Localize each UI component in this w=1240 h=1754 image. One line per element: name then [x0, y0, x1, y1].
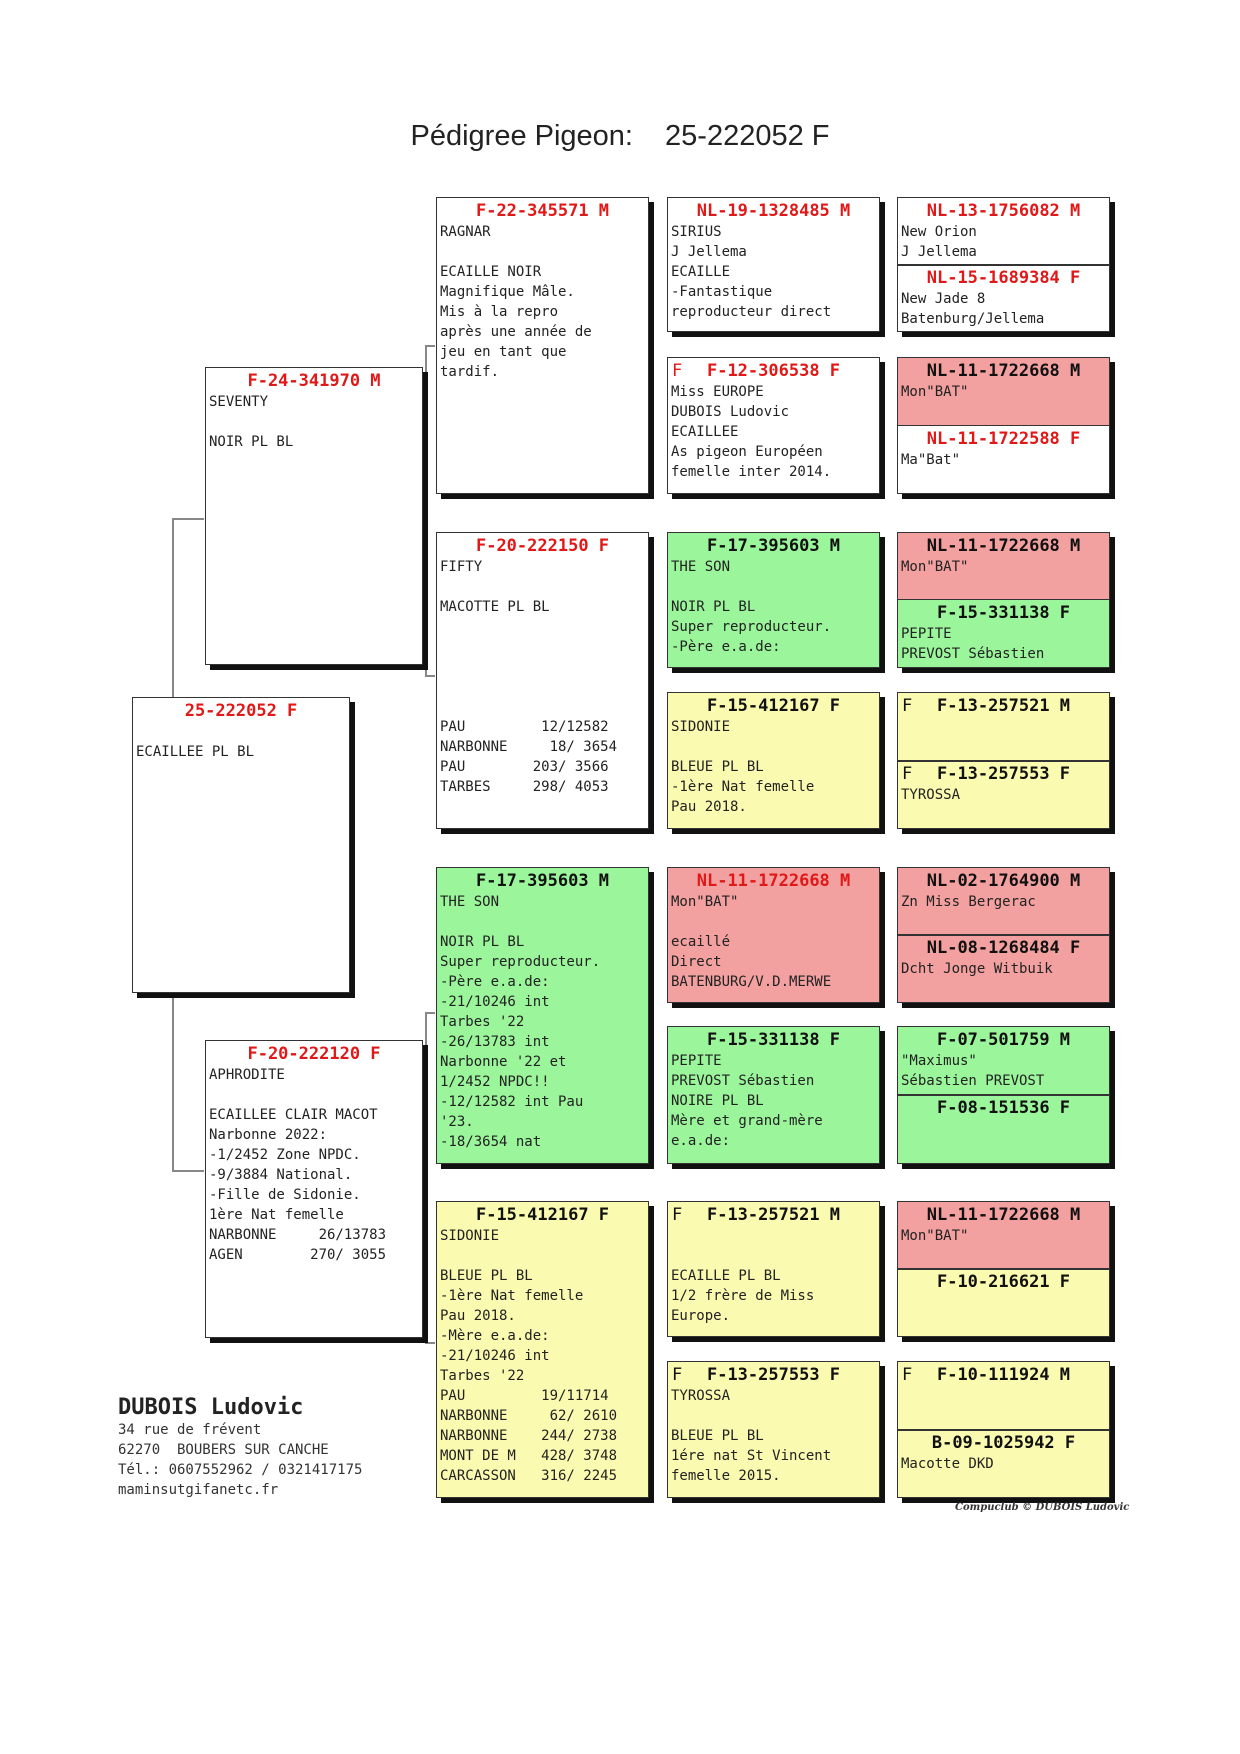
connector-line: [425, 345, 435, 347]
pigeon-card-mfff[interactable]: [898, 868, 1109, 936]
ring-number: F-20-222120 F: [247, 1044, 381, 1064]
ring-number: B-09-1025942 F: [931, 1433, 1076, 1453]
ring-number: NL-11-1722668 M: [926, 1205, 1081, 1225]
pigeon-pair-card: [897, 1361, 1110, 1498]
pigeon-details: Mon"BAT": [901, 1228, 969, 1244]
pigeon-card-ffff[interactable]: [898, 198, 1109, 266]
pigeon-details: Macotte DKD: [901, 1456, 994, 1472]
pigeon-card-father[interactable]: [205, 367, 423, 665]
pigeon-card-fmmf[interactable]: [898, 693, 1109, 762]
connector-line: [172, 518, 204, 520]
connector-line: [172, 1170, 204, 1172]
ring-number: F-15-412167 F: [475, 1205, 610, 1225]
pigeon-details: Dcht Jonge Witbuik: [901, 961, 1053, 977]
pigeon-pair-card: [897, 357, 1110, 494]
ring-number: F-13-257553 F: [706, 1365, 841, 1385]
ring-number: F-13-257553 F: [936, 764, 1071, 784]
pigeon-card-mmm[interactable]: [667, 1361, 880, 1498]
connector-line: [425, 675, 435, 677]
pigeon-details: SEVENTY NOIR PL BL: [209, 394, 294, 450]
pigeon-card-mfmm[interactable]: [898, 1095, 1109, 1163]
country-flag: F: [672, 1365, 683, 1385]
pigeon-details: THE SON NOIR PL BL Super reproducteur. -Père e.a.de:: [671, 559, 832, 655]
pigeon-details: PEPITE PREVOST Sébastien NOIRE PL BL Mère et grand-mère e.a.de:: [671, 1053, 823, 1149]
pigeon-card-mmfm[interactable]: [898, 1269, 1109, 1336]
ring-number: F-15-412167 F: [706, 696, 841, 716]
pigeon-card-fmm[interactable]: [667, 692, 880, 829]
title-label: Pédigree Pigeon:: [410, 120, 633, 152]
ring-number: F-07-501759 M: [936, 1030, 1071, 1050]
connector-line: [425, 1342, 435, 1344]
pigeon-details: Mon"BAT" ecaillé Direct BATENBURG/V.D.MERWE: [671, 894, 832, 990]
pigeon-details: "Maximus" Sébastien PREVOST: [901, 1053, 1045, 1089]
pigeon-pair-card: [897, 197, 1110, 332]
ring-number: NL-11-1722668 M: [926, 361, 1081, 381]
ring-number: F-10-111924 M: [936, 1365, 1071, 1385]
pigeon-details: PEPITE PREVOST Sébastien: [901, 626, 1045, 662]
pigeon-pair-card: [897, 1026, 1110, 1164]
pigeon-details: New Orion J Jellema: [901, 224, 977, 260]
ring-number: NL-08-1268484 F: [926, 938, 1081, 958]
pigeon-details: FIFTY MACOTTE PL BL PAU 12/12582 NARBONNE 18/ 3654 PAU 203/ 3566 TARBES 298/ 4053: [440, 559, 618, 795]
connector-line: [172, 990, 174, 1170]
pigeon-pair-card: [897, 867, 1110, 1003]
country-flag: F: [902, 696, 913, 716]
pigeon-card-mf[interactable]: [436, 867, 649, 1164]
pigeon-details: Zn Miss Bergerac: [901, 894, 1036, 910]
pigeon-card-fmff[interactable]: [898, 533, 1109, 601]
page-title: [0, 120, 1240, 153]
ring-number: NL-19-1328485 M: [696, 201, 851, 221]
pigeon-card-fffm[interactable]: [898, 265, 1109, 331]
pigeon-card-ffmf[interactable]: [898, 358, 1109, 427]
pigeon-pair-card: [897, 692, 1110, 829]
pigeon-card-fff[interactable]: [667, 197, 880, 332]
pigeon-details: ECAILLEE PL BL: [136, 744, 255, 760]
ring-number: F-24-341970 M: [247, 371, 381, 391]
pigeon-details: TYROSSA: [901, 787, 961, 803]
country-flag: F: [902, 1365, 913, 1385]
pigeon-card-fmfm[interactable]: [898, 600, 1109, 667]
pigeon-card-ffmm[interactable]: [898, 426, 1109, 493]
title-ring: 25-222052 F: [665, 120, 830, 152]
pigeon-card-ffm[interactable]: [667, 357, 880, 494]
pigeon-details: RAGNAR ECAILLE NOIR Magnifique Mâle. Mis à la repro après une année de jeu en tant que tardif.: [440, 224, 592, 380]
pigeon-card-fmf[interactable]: [667, 532, 880, 668]
pigeon-card-mfmf[interactable]: [898, 1027, 1109, 1096]
pigeon-card-ff[interactable]: [436, 197, 649, 494]
pigeon-card-mffm[interactable]: [898, 935, 1109, 1002]
country-flag: F: [672, 361, 683, 381]
ring-number: F-17-395603 M: [706, 536, 841, 556]
pigeon-details: SIDONIE BLEUE PL BL -1ère Nat femelle Pau 2018. -Mère e.a.de: -21/10246 int Tarbes '22 PAU 19/11714 NARBONNE 62/ 2610 NARBONNE 244/ 2738 MONT DE M 428/ 3748 CARCASSON 316/ 2245: [440, 1228, 618, 1484]
ring-number: F-08-151536 F: [936, 1098, 1071, 1118]
pigeon-card-mmmf[interactable]: [898, 1362, 1109, 1431]
ring-number: F-20-222150 F: [475, 536, 610, 556]
pigeon-card-subject[interactable]: [132, 697, 350, 993]
pigeon-card-mfm[interactable]: [667, 1026, 880, 1164]
owner-name: DUBOIS Ludovic: [118, 1395, 304, 1420]
ring-number: F-13-257521 M: [936, 696, 1071, 716]
pigeon-details: THE SON NOIR PL BL Super reproducteur. -Père e.a.de: -21/10246 int Tarbes '22 -26/13783 int Narbonne '22 et 1/2452 NPDC!! -12/12582 int Pau '23. -18/3654 nat: [440, 894, 601, 1150]
ring-number: F-15-331138 F: [706, 1030, 841, 1050]
pigeon-card-mff[interactable]: [667, 867, 880, 1003]
owner-address: 34 rue de frévent: [118, 1422, 262, 1438]
connector-line: [172, 518, 174, 698]
ring-number: NL-02-1764900 M: [926, 871, 1081, 891]
pigeon-details: Mon"BAT": [901, 559, 969, 575]
ring-number: F-22-345571 M: [475, 201, 610, 221]
ring-number: NL-13-1756082 M: [926, 201, 1081, 221]
pigeon-details: Ma"Bat": [901, 452, 961, 468]
ring-number: F-12-306538 F: [706, 361, 841, 381]
connector-line: [425, 1012, 427, 1342]
country-flag: F: [672, 1205, 683, 1225]
pigeon-details: TYROSSA BLEUE PL BL 1ére nat St Vincent femelle 2015.: [671, 1388, 832, 1484]
software-credit: Compuclub © DUBOIS Ludovic: [955, 1502, 1130, 1513]
country-flag: F: [902, 764, 913, 784]
pigeon-card-mmf[interactable]: [667, 1201, 880, 1337]
pigeon-card-mm[interactable]: [436, 1201, 649, 1498]
owner-block: [118, 1395, 362, 1500]
pigeon-card-fm[interactable]: [436, 532, 649, 829]
pigeon-card-mother[interactable]: [205, 1040, 423, 1338]
pigeon-details: New Jade 8 Batenburg/Jellema: [901, 291, 1045, 327]
pigeon-details: APHRODITE ECAILLEE CLAIR MACOT Narbonne 2022: -1/2452 Zone NPDC. -9/3884 National. -Fille de Sidonie. 1ère Nat femelle NARBONNE 26/13783 AGEN 270/ 3055: [209, 1067, 387, 1263]
owner-phone: Tél.: 0607552962 / 0321417175: [118, 1462, 363, 1478]
pigeon-details: Mon"BAT": [901, 384, 969, 400]
owner-city: 62270 BOUBERS SUR CANCHE: [118, 1442, 329, 1458]
pigeon-card-fmmm[interactable]: [898, 761, 1109, 828]
ring-number: F-15-331138 F: [936, 603, 1071, 623]
pigeon-pair-card: [897, 1201, 1110, 1337]
ring-number: NL-15-1689384 F: [926, 268, 1081, 288]
owner-email: maminsutgifanetc.fr: [118, 1482, 279, 1498]
ring-number: 25-222052 F: [184, 701, 298, 721]
pigeon-details: ECAILLE PL BL 1/2 frère de Miss Europe.: [671, 1268, 815, 1324]
pigeon-card-mmmm[interactable]: [898, 1430, 1109, 1497]
ring-number: NL-11-1722588 F: [926, 429, 1081, 449]
pigeon-details: Miss EUROPE DUBOIS Ludovic ECAILLEE As pigeon Européen femelle inter 2014.: [671, 384, 832, 480]
connector-line: [425, 345, 427, 675]
ring-number: F-13-257521 M: [706, 1205, 841, 1225]
pigeon-pair-card: [897, 532, 1110, 668]
pigeon-card-mmff[interactable]: [898, 1202, 1109, 1270]
ring-number: NL-11-1722668 M: [696, 871, 851, 891]
connector-line: [425, 1012, 435, 1014]
pigeon-details: SIDONIE BLEUE PL BL -1ère Nat femelle Pau 2018.: [671, 719, 815, 815]
ring-number: F-10-216621 F: [936, 1272, 1071, 1292]
ring-number: F-17-395603 M: [475, 871, 610, 891]
pigeon-details: SIRIUS J Jellema ECAILLE -Fantastique reproducteur direct: [671, 224, 832, 320]
ring-number: NL-11-1722668 M: [926, 536, 1081, 556]
